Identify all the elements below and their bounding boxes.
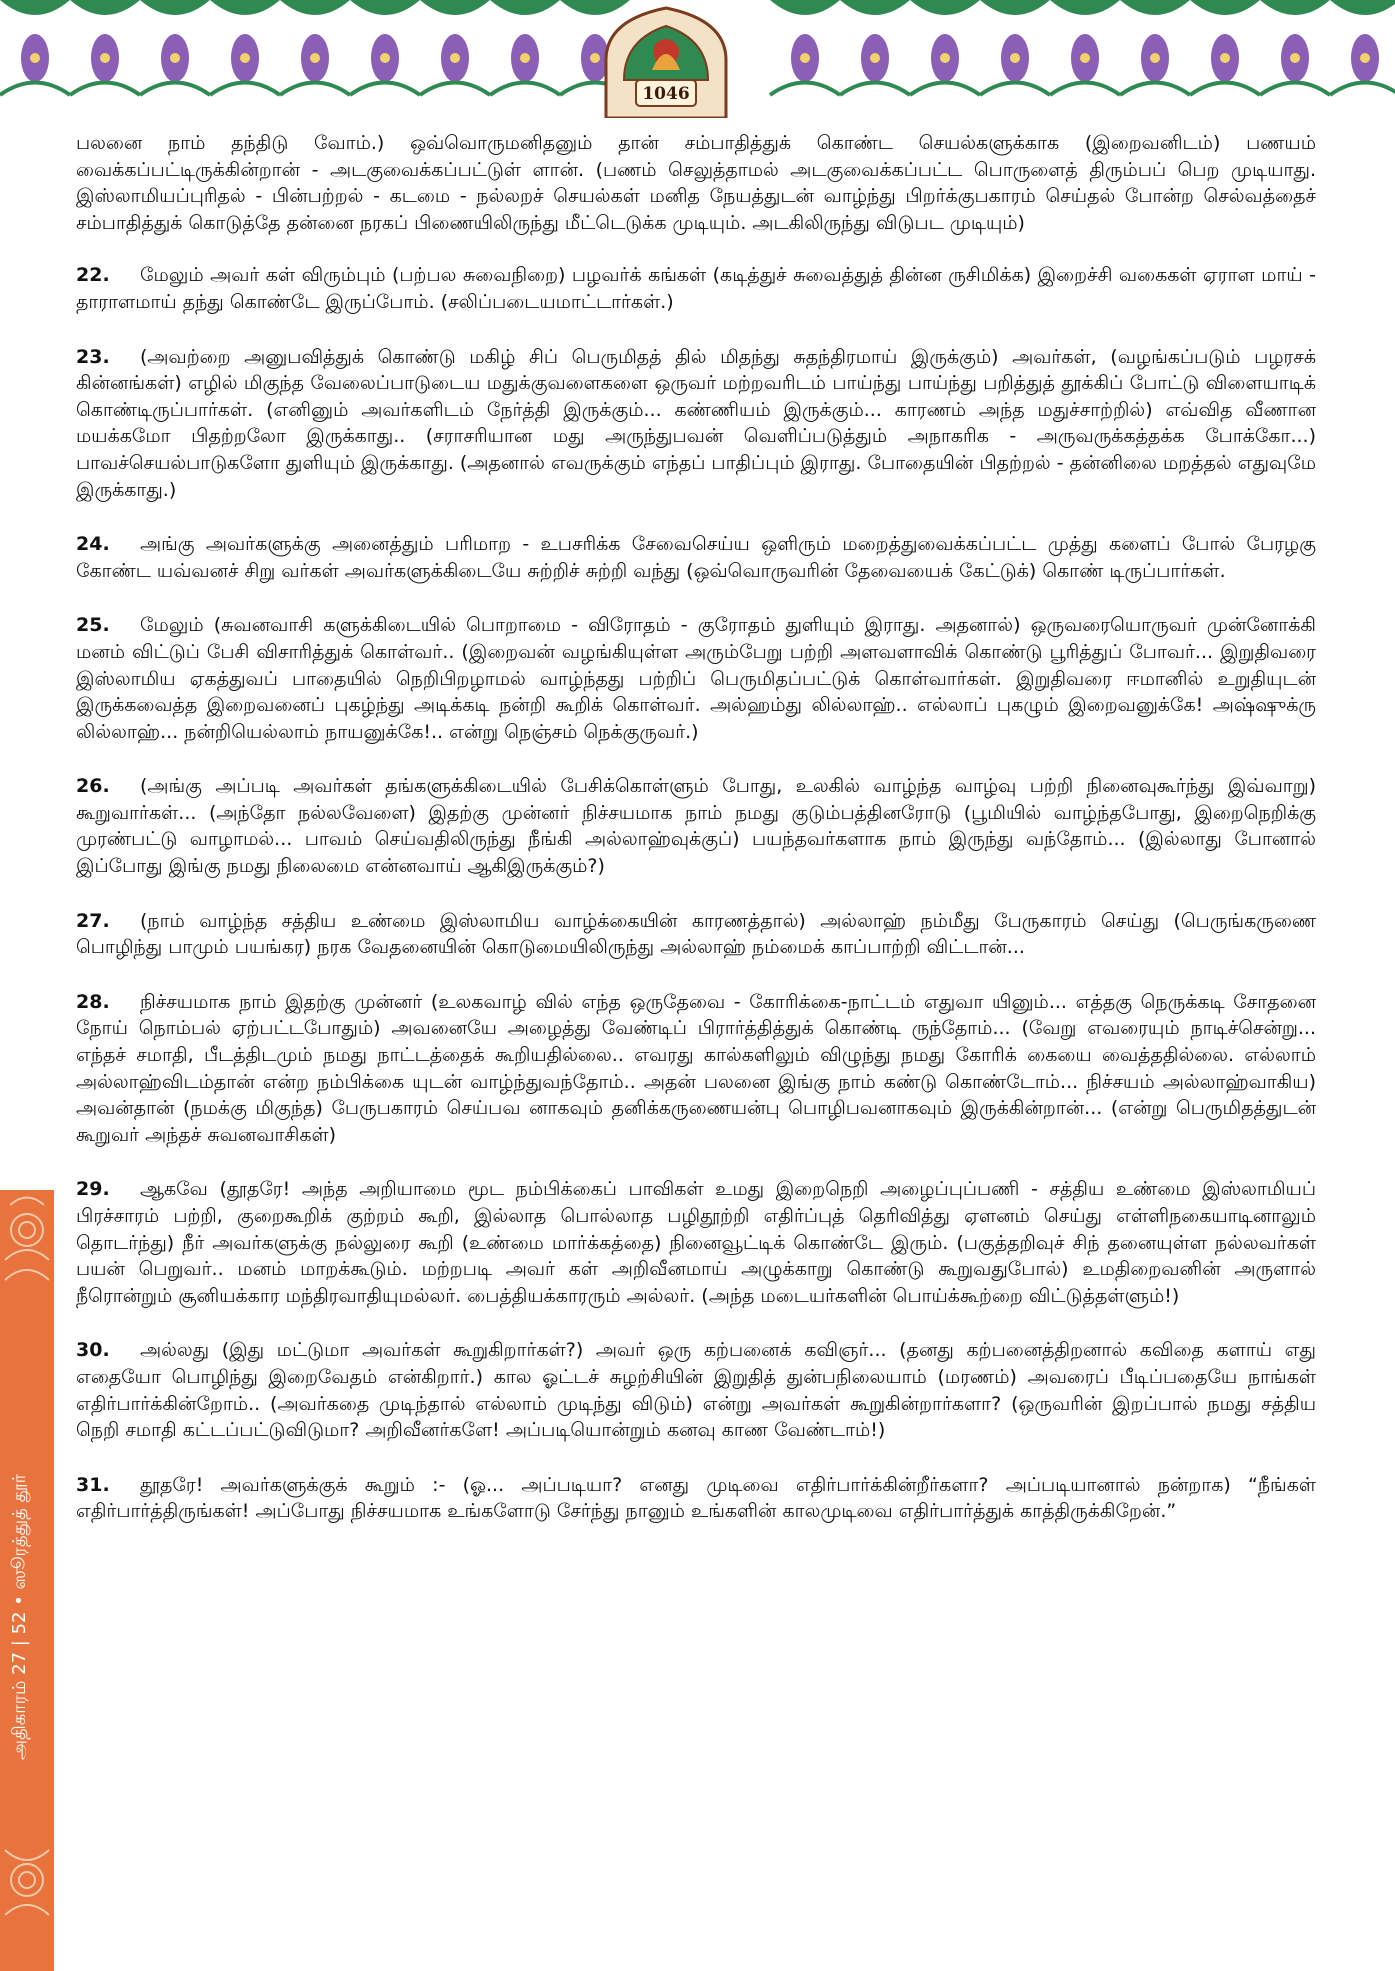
verse-paragraph [76, 612, 1316, 745]
verse-number: 25. [76, 614, 110, 637]
intro-paragraph: பலனை நாம் தந்திடு வோம்.) ஒவ்வொருமனிதனும் தான் சம்பாதித்துக் கொண்ட செயல்களுக்காக (இறைவனிடம்) பணயம் வைக்கப்பட்டிருக்கின்றான் - அடகுவைக்கப்பட்டுள் ளான். (பணம் செலுத்தாமல் அடகுவைக்கப்பட்ட பொருளைத் திரும்பப் பெற முடியாது. இஸ்லாமியப்புரிதல் - பின்பற்றல் - கடமை - நல்லறச் செயல்கள் மனித நேயத்துடன் வாழ்ந்து பிறர்க்குபகாரம் செய்தல் போன்ற செல்வத்தைச் சம்பாதித்துக் கொடுத்தே தன்னை நரகப் பிணையிலிருந்து மீட்டெடுக்க முடியும். அடகிலிருந்து விடுபட முடியும்) [76, 132, 1316, 234]
verse-number: 30. [76, 1339, 110, 1362]
verse-paragraph [76, 262, 1316, 315]
verse-text: நிச்சயமாக நாம் இதற்கு முன்னர் (உலகவாழ் வில் எந்த ஒருதேவை - கோரிக்கை-நாட்டம் எதுவா யினும்... எத்தகு நெருக்கடி சோதனை நோய் நொம்பல் ஏற்பட்டபோதும்) அவனையே அழைத்து வேண்டிப் பிரார்த்தித்துக் கொண்டி ருந்தோம்... (வேறு எவரையும் நாடிச்சென்று... எந்தச் சமாதி, பீடத்திடமும் நமது நாட்டத்தைக் கூறியதில்லை.. எவரது கால்களிலும் விழுந்து நமது கோரிக் கையை வைத்ததில்லை. எல்லாம் அல்லாஹ்விடம்தான் என்ற நம்பிக்கை யுடன் வாழ்ந்துவந்தோம்.. அதன் பலனை இங்கு நாம் கண்டு கொண்டோம்... நிச்சயம் அல்லாஹ்வாகிய) அவன்தான் (நமக்கு மிகுந்த) பேருபகாரம் செய்பவ னாகவும் தனிக்கருணையன்பு பொழிபவனாகவும் இருக்கின்றான்... (என்று பெருமிதத்துடன் கூறுவர் அந்தச் சுவனவாசிகள்) [76, 990, 1316, 1146]
verse-text: அல்லது (இது மட்டுமா அவர்கள் கூறுகிறார்கள்?) அவர் ஒரு கற்பனைக் கவிஞர்... (தனது கற்பனைத்திறனால் கவிதை களாய் எது எதையோ பொழிந்து இறைவேதம் என்கிறார்.) கால ஓட்டச் சுழற்சியின் இறுதித் துன்பநிலையாம் (மரணம்) அவரைப் பீடிப்பதையே நாங்கள் எதிர்பார்க்கின்றோம்.. (அவர்கதை முடிந்தால் எல்லாம் முடிந்து விடும்) என்று அவர்கள் கூறுகின்றார்களா? (ஒருவரின் இறப்பால் நமது சத்திய நெறி சமாதி கட்டப்பட்டுவிடுமா? அறிவீனர்களே! அப்படியொன்றும் கனவு காண வேண்டாம்!) [76, 1339, 1316, 1442]
verse-number: 28. [76, 990, 110, 1013]
chapter-side-label: அதிகாரம் 27 | 52 • ஸூரத்துத் தூர் [9, 1474, 30, 1760]
ornament-icon [0, 1830, 54, 1940]
verse-paragraph [76, 989, 1316, 1149]
verse-number: 24. [76, 533, 110, 556]
verse-paragraph [76, 908, 1316, 961]
decorative-header-border [0, 0, 1395, 118]
verse-paragraph [76, 1337, 1316, 1443]
verse-text: (அவற்றை அனுபவித்துக் கொண்டு மகிழ் சிப் பெருமிதத் தில் மிதந்து சுதந்திரமாய் இருக்கும்) அவர்கள், (வழங்கப்படும் பழரசக் கின்னங்கள்) எழில் மிகுந்த வேலைப்பாடுடைய மதுக்குவளைகளை ஒருவர் மற்றவரிடம் பாய்ந்து பாய்ந்து பறித்துத் தூக்கிப் போட்டு விளையாடிக் கொண்டிருப்பார்கள். (எனினும் அவர்களிடம் நேர்த்தி இருக்கும்... கண்ணியம் இருக்கும்... காரணம் அந்த மதுச்சாற்றில்) எவ்வித வீணான மயக்கமோ பிதற்றலோ இருக்காது.. (சராசரியான மது அருந்துபவன் வெளிப்படுத்தும் அநாகரிக - அருவருக்கத்தக்க போக்கோ...) பாவச்செயல்பாடுகளோ துளியும் இருக்காது. (அதனால் எவருக்கும் எந்தப் பாதிப்பும் இராது. போதையின் பிதற்றல் - தன்னிலை மறத்தல் எதுவுமே இருக்காது.) [76, 345, 1316, 501]
main-content [76, 130, 1316, 1553]
verse-paragraph [76, 1472, 1316, 1525]
verse-text: ஆகவே (தூதரே! அந்த அறியாமை மூட நம்பிக்கைப் பாவிகள் உமது இறைநெறி அழைப்புப்பணி - சத்திய உண்மை இஸ்லாமியப் பிரச்சாரம் பற்றி, குறைகூறிக் குற்றம் கூறி, இல்லாத பொல்லாத பழிதூற்றி எதிர்ப்புத் தெரிவித்து ஏளனம் செய்து எள்ளிநகையாடினாலும் தொடர்ந்து) நீர் அவர்களுக்கு நல்லுரை கூறி (உண்மை மார்க்கத்தை) நினைவூட்டிக் கொண்டே இரும். (பகுத்தறிவுச் சிந் தனையுள்ள நல்லவர்கள் பயன் பெறுவர்.. மனம் மாறக்கூடும். மற்றபடி அவர் கள் அறிவீனமாய் அழுக்காறு கொண்டு கூறுவதுபோல்) உமதிறைவனின் அருளால் நீரொன்றும் சூனியக்கார மந்திரவாதியுமல்லர். பைத்தியக்காரரும் அல்லர். (அந்த மடையர்களின் பொய்க்கூற்றை விட்டுத்தள்ளும்!) [76, 1178, 1316, 1307]
verse-paragraph [76, 531, 1316, 584]
verse-number: 31. [76, 1473, 110, 1496]
verse-number: 22. [76, 264, 110, 287]
verse-text: தூதரே! அவர்களுக்குக் கூறும் :- (ஓ... அப்படியா? எனது முடிவை எதிர்பார்க்கின்றீர்களா? அப்படியானால் நன்றாக) “நீங்கள் எதிர்பார்த்திருங்கள்! அப்போது நிச்சயமாக உங்களோடு சேர்ந்து நானும் உங்களின் காலமுடிவை எதிர்பார்த்துக் காத்திருக்கிறேன்.” [76, 1473, 1316, 1523]
verse-list [76, 262, 1316, 1525]
verse-paragraph [76, 344, 1316, 504]
verse-text: (நாம் வாழ்ந்த சத்திய உண்மை இஸ்லாமிய வாழ்க்கையின் காரணத்தால்) அல்லாஹ் நம்மீது பேருகாரம் செய்து (பெருங்கருணை பொழிந்து பாமும் பயங்கர) நரக வேதனையின் கொடுமையிலிருந்து அல்லாஹ் நம்மைக் காப்பாற்றி விட்டான்... [76, 909, 1316, 959]
verse-number: 27. [76, 909, 110, 932]
ornament-icon [0, 1190, 54, 1300]
verse-number: 23. [76, 345, 110, 368]
verse-text: மேலும் அவர் கள் விரும்பும் (பற்பல சுவைநிறை) பழவர்க் கங்கள் (கடித்துச் சுவைத்துத் தின்ன ருசிமிக்க) இறைச்சி வகைகள் ஏராள மாய் - தாராளமாய் தந்து கொண்டே இருப்போம். (சலிப்படையமாட்டார்கள்.) [76, 264, 1316, 313]
page-number: 1046 [642, 84, 690, 104]
verse-paragraph [76, 1176, 1316, 1309]
verse-text: அங்கு அவர்களுக்கு அனைத்தும் பரிமாற - உபசரிக்க சேவைசெய்ய ஒளிரும் மறைத்துவைக்கப்பட்ட முத்து களைப் போல் பேரழகு கோண்ட யவ்வனச் சிறு வர்கள் அவர்களுக்கிடையே சுற்றிச் சுற்றி வந்து (ஒவ்வொருவரின் தேவையைக் கேட்டுக்) கொண் டிருப்பார்கள். [76, 533, 1316, 582]
verse-number: 26. [76, 775, 110, 798]
side-label-wrapper [9, 1474, 39, 1790]
verse-paragraph [76, 773, 1316, 879]
verse-text: (அங்கு அப்படி அவர்கள் தங்களுக்கிடையில் பேசிக்கொள்ளும் போது, உலகில் வாழ்ந்த வாழ்வு பற்றி நினைவுகூர்ந்து இவ்வாறு) கூறுவார்கள்... (அந்தோ நல்லவேளை) இதற்கு முன்னர் நிச்சயமாக நாம் நமது குடும்பத்தினரோடு (பூமியில் வாழ்ந்தபோது, இறைநெறிக்கு முரண்பட்டு வாழாமல்... பாவம் செய்வதிலிருந்து நீங்கி அல்லாஹ்வுக்குப்) பயந்தவர்களாக நாம் இருந்து வந்தோம்... (இல்லாது போனால் இப்போது இங்கு நமது நிலைமை என்னவாய் ஆகிஇருக்கும்?) [76, 775, 1316, 878]
floral-pattern [0, 0, 1395, 118]
verse-text: மேலும் (சுவனவாசி களுக்கிடையில் பொறாமை - விரோதம் - குரோதம் துளியும் இராது. அதனால்) ஒருவரையொருவர் முன்னோக்கி மனம் விட்டுப் பேசி விசாரித்துக் கொள்வர்.. (இறைவன் வழங்கியுள்ள அரும்பேறு பற்றி அளவளாவிக் கொண்டு பூரித்துப் போவர்... இறுதிவரை இஸ்லாமிய ஏகத்துவப் பாதையில் நெறிபிறழாமல் வாழ்ந்தது பற்றிப் பெருமிதப்பட்டுக் கொள்வார்கள். இறுதிவரை ஈமானில் உறுதியுடன் இருக்கவைத்த இறைவனைப் புகழ்ந்து அடிக்கடி நன்றி கூறிக் கொள்வர். அல்ஹம்து லில்லாஹ்.. எல்லாப் புகழும் இறைவனுக்கே! அஷ்ஷுக்ரு லில்லாஹ்... நன்றியெல்லாம் நாயனுக்கே!.. என்று நெஞ்சம் நெக்குருவர்.) [76, 614, 1316, 743]
verse-number: 29. [76, 1178, 110, 1201]
